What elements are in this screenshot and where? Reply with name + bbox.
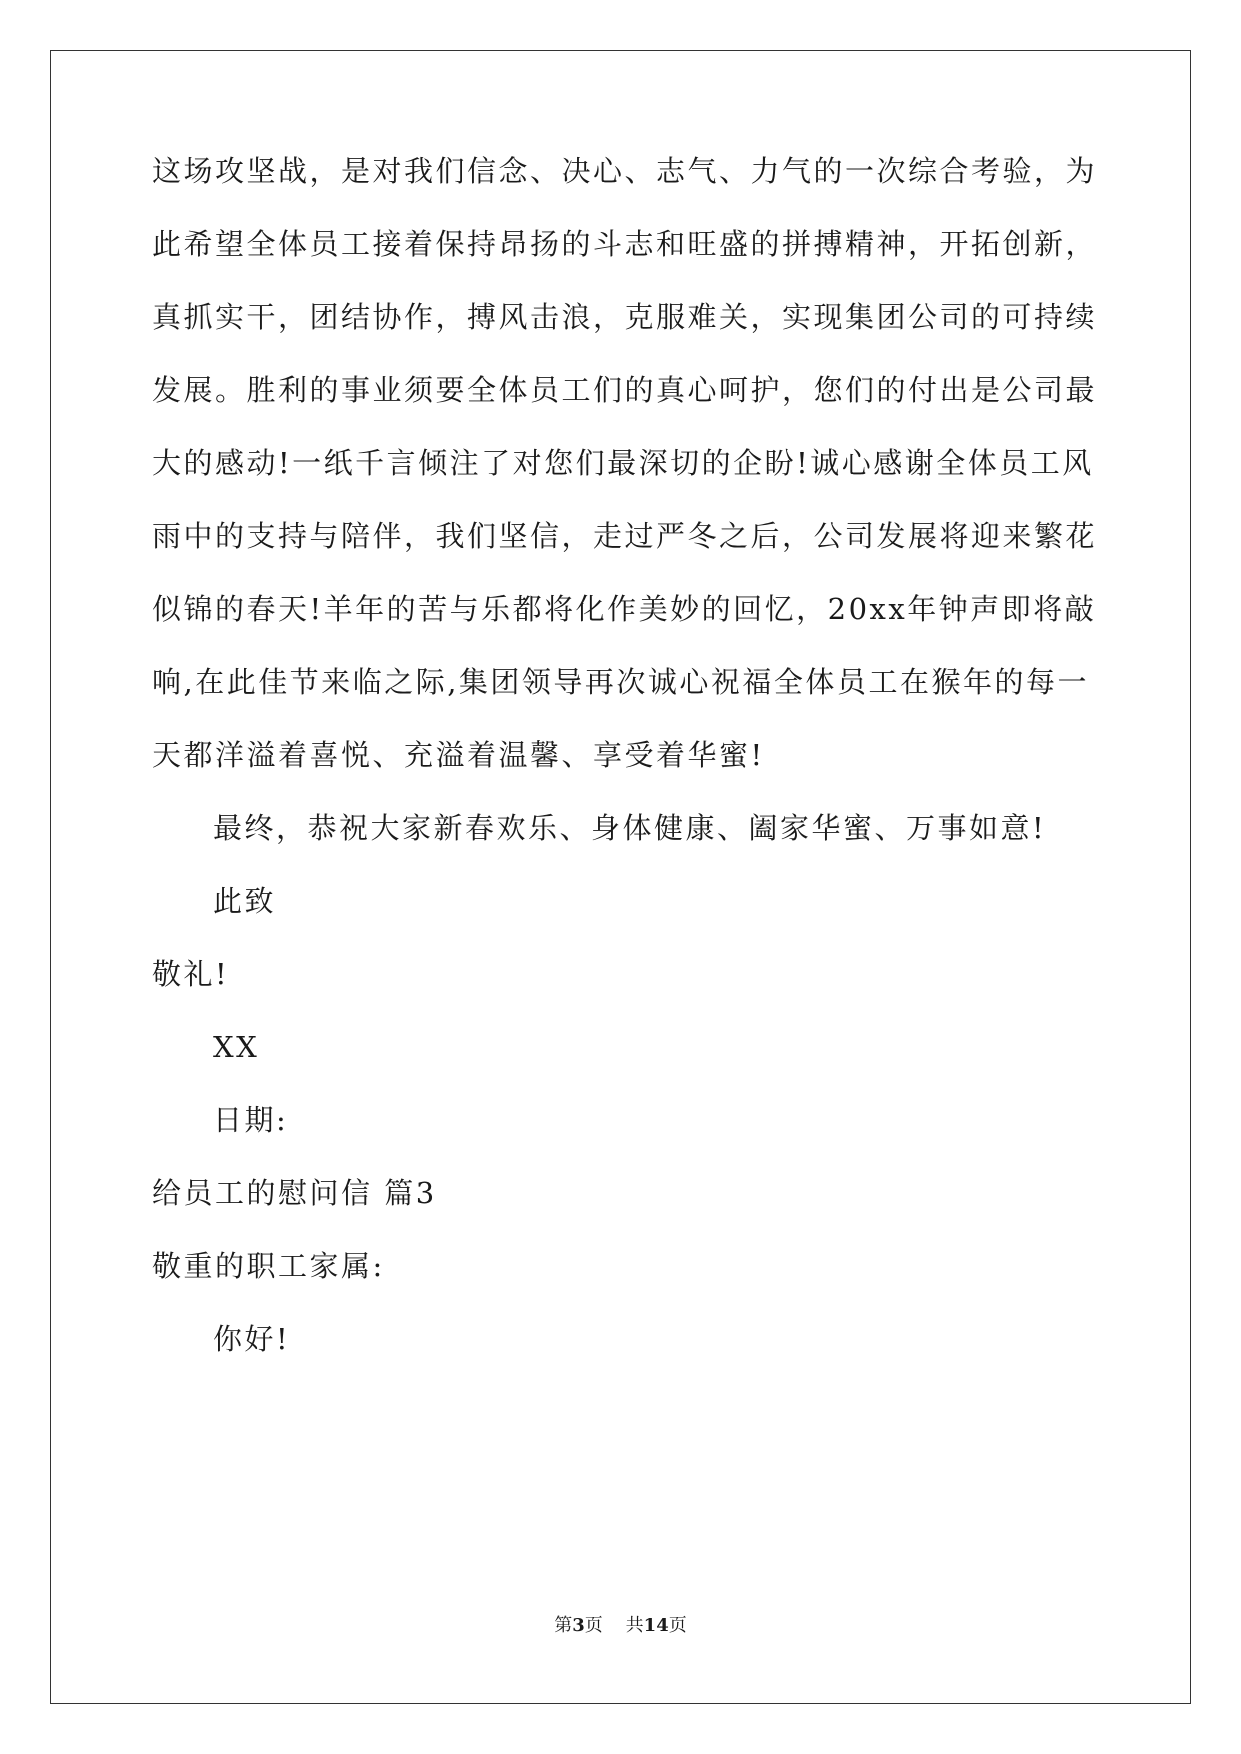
letter-greeting: 敬重的职工家属: bbox=[152, 1249, 385, 1283]
footer-total-unit: 页 bbox=[668, 1615, 687, 1636]
paragraph-line-7: 似锦的春天!羊年的苦与乐都将化作美妙的回忆，20xx年钟声即将敲 bbox=[152, 592, 1097, 626]
paragraph-line-9: 天都洋溢着喜悦、充溢着温馨、享受着华蜜! bbox=[152, 738, 765, 772]
paragraph-line-1: 这场攻坚战，是对我们信念、决心、志气、力气的一次综合考验，为 bbox=[152, 154, 1098, 188]
signer-name: XX bbox=[213, 1030, 260, 1064]
paragraph-line-3: 真抓实干，团结协作，搏风击浪，克服难关，实现集团公司的可持续 bbox=[152, 300, 1098, 334]
page-footer bbox=[0, 1614, 1241, 1638]
salutation-jing-li: 敬礼! bbox=[152, 957, 230, 991]
footer-total-pages: 14 bbox=[643, 1615, 669, 1636]
paragraph-line-2: 此希望全体员工接着保持昂扬的斗志和旺盛的拼搏精神，开拓创新， bbox=[152, 227, 1098, 261]
paragraph-line-4: 发展。胜利的事业须要全体员工们的真心呵护，您们的付出是公司最 bbox=[152, 373, 1098, 407]
section-title: 给员工的慰问信 篇3 bbox=[152, 1176, 437, 1210]
footer-total-prefix: 共 bbox=[625, 1615, 644, 1636]
closing-wish: 最终，恭祝大家新春欢乐、身体健康、阖家华蜜、万事如意! bbox=[213, 811, 1047, 845]
date-label: 日期: bbox=[213, 1103, 289, 1137]
salutation-ci-zhi: 此致 bbox=[213, 884, 277, 918]
paragraph-line-6: 雨中的支持与陪伴，我们坚信，走过严冬之后，公司发展将迎来繁花 bbox=[152, 519, 1098, 553]
paragraph-line-5: 大的感动!一纸千言倾注了对您们最深切的企盼!诚心感谢全体员工风 bbox=[152, 446, 1094, 480]
footer-prefix: 第 bbox=[554, 1615, 573, 1636]
paragraph-line-8: 响,在此佳节来临之际,集团领导再次诚心祝福全体员工在猴年的每一 bbox=[152, 665, 1089, 699]
hello-line: 你好! bbox=[213, 1322, 291, 1356]
footer-page-number: 3 bbox=[572, 1615, 585, 1636]
footer-page-unit: 页 bbox=[584, 1615, 603, 1636]
